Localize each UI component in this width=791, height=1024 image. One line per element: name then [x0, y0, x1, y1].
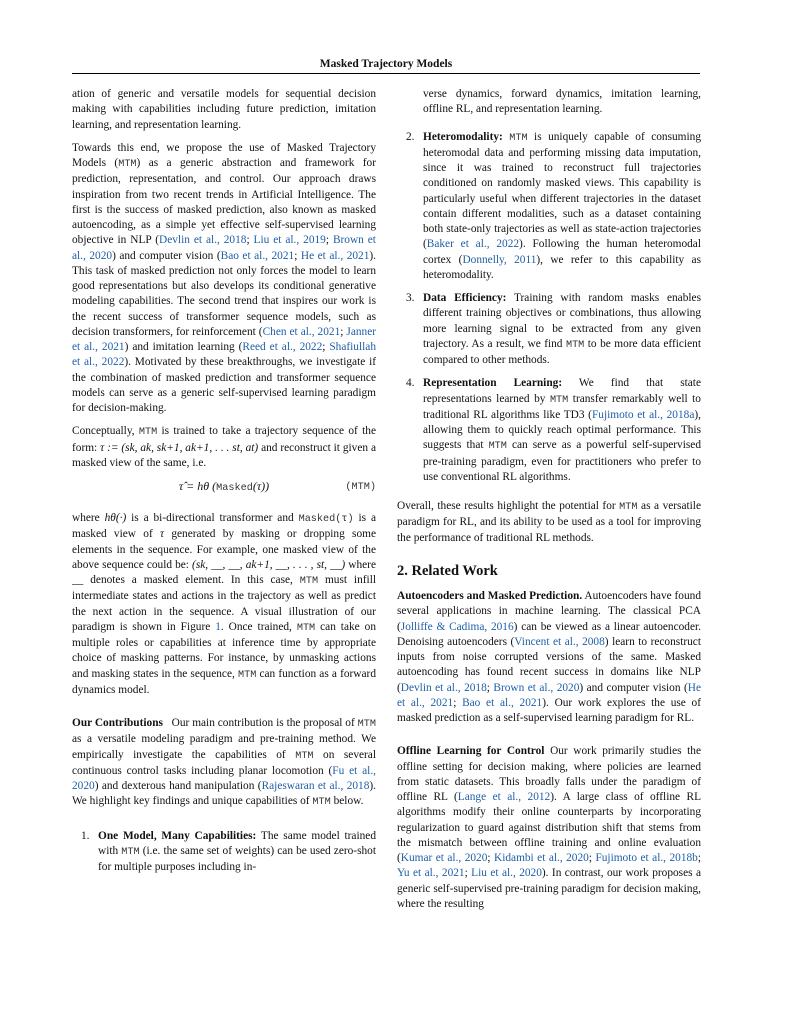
- citation-link[interactable]: Kumar et al., 2020: [400, 852, 488, 864]
- citation-link[interactable]: Yu et al., 2021: [397, 867, 465, 880]
- citation-link[interactable]: Chen et al., 2021: [262, 325, 341, 338]
- citation-link[interactable]: Shafiullah et al., 2022: [72, 341, 376, 369]
- citation-link[interactable]: Janner et al., 2021: [72, 325, 377, 353]
- citation-link[interactable]: Fujimoto et al., 2018b: [595, 852, 698, 864]
- list-item: 1. One Model, Many Capabilities: The same model trained with MTM (i.e. the same set of weights) can be used zero-shot for multiple purposes including in-: [81, 829, 377, 873]
- citation-link[interactable]: Brown et al., 2020: [72, 234, 376, 262]
- paragraph-overall: Overall, these results highlight the potential for MTM as a versatile paradigm for RL, and its ability to be used as a tool for improving the performance of traditional RL methods.: [397, 500, 701, 544]
- citation-link[interactable]: Donnelly, 2011: [462, 253, 537, 266]
- equation-tag: (MTM): [345, 482, 376, 493]
- equation-mtm: τ̂ = hθ (Masked(τ)) (MTM): [178, 479, 376, 494]
- list-item: verse dynamics, forward dynamics, imitation learning, offline RL, and representation learning.: [423, 88, 701, 116]
- figure-link[interactable]: 1: [215, 620, 221, 633]
- citation-link[interactable]: Liu et al., 2020: [471, 867, 542, 880]
- citation-link[interactable]: He et al., 2021: [300, 249, 370, 262]
- citation-link[interactable]: Jolliffe & Cadima, 2016: [400, 620, 514, 633]
- paragraph-conceptually: Conceptually, MTM is trained to take a trajectory sequence of the form: τ := (sk, ak, sk+1, ak+1, . . . st, at) and reconstruct it given a masked view of the same, i.e.: [72, 425, 376, 469]
- contributions-list-continued: [397, 87, 701, 485]
- citation-link[interactable]: Lange et al., 2012: [457, 791, 551, 803]
- citation-link[interactable]: Bao et al., 2021: [462, 696, 543, 709]
- list-item: 4. Representation Learning: We find that state representations learned by MTM transfer remarkably well to traditional RL algorithms like TD3 (Fujimoto et al., 2018a), allowing them to quickly reach optimal performance. This suggests that MTM can serve as a powerful self-supervised pre-training paradigm, even for practitioners who prefer to use conventional RL algorithms.: [406, 377, 701, 483]
- right-column: [397, 87, 701, 920]
- citation-link[interactable]: Fu et al., 2020: [72, 764, 377, 792]
- citation-link[interactable]: Brown et al., 2020: [493, 681, 580, 694]
- citation-link[interactable]: Rajeswaran et al., 2018: [261, 780, 370, 792]
- citation-link[interactable]: Bao et al., 2021: [220, 249, 295, 262]
- list-item: 2. Heteromodality: MTM is uniquely capable of consuming heteromodal data and performing missing data imputation, since it was trained to reconstruct full trajectories conditioned on randomly masked views. This capability is particularly useful when different trajectories in the dataset contain different modalities, such as a dataset containing both state-only trajectories as well as state-action trajectories (Baker et al., 2022). Following the human heteromodal cortex (Donnelly, 2011), we refer to this capability as heteromodality.: [406, 130, 701, 281]
- paragraph-intro-end: ation of generic and versatile models for sequential decision making with capabilities including future prediction, imitation learning, and representation learning.: [72, 88, 376, 131]
- paragraph-contributions: Our Contributions Our main contribution is the proposal of MTM as a versatile modeling paradigm and pre-training method. We empirically investigate the capabilities of MTM on several continuous control tasks including planar locomotion (Fu et al., 2020) and dexterous hand manipulation (Rajeswaran et al., 2018). We highlight key findings and unique capabilities of MTM below.: [72, 717, 377, 809]
- citation-link[interactable]: Devlin et al., 2018: [400, 681, 487, 694]
- citation-link[interactable]: Fujimoto et al., 2018a: [591, 408, 695, 421]
- citation-link[interactable]: Reed et al., 2022: [242, 341, 323, 353]
- paragraph-autoencoders: Autoencoders and Masked Prediction. Autoencoders have found several applications in machine learning. The classical PCA (Jolliffe & Cadima, 2016) can be viewed as a linear autoencoder. Denoising autoencoders (Vincent et al., 2008) learn to reconstruct inputs from noise corrupted versions of the same. Masked autoencoding has found recent success in domains like NLP (Devlin et al., 2018; Brown et al., 2020) and computer vision (He et al., 2021; Bao et al., 2021). Our work explores the use of masked prediction as a self-supervised learning paradigm for RL.: [397, 590, 701, 724]
- citation-link[interactable]: Baker et al., 2022: [426, 238, 520, 251]
- paragraph-masked-view: where hθ(·) is a bi-directional transformer and Masked(τ) is a masked view of τ generated by masking or dropping some elements in the sequence. For example, one masked view of the above sequence could be: (sk, __, __, ak+1, __, . . . , st, __) where __ denotes a masked element. In this case, MTM must infill intermediate states and actions in the trajectory as well as predict the next action in the sequence. A visual illustration of our paradigm is shown in Figure 1. Once trained, MTM can take on multiple roles or capabilities at inference time by appropriate choice of masking patterns. For instance, by unmasking actions and masking states in the sequence, MTM can function as a forward dynamics model.: [72, 512, 376, 696]
- citation-link[interactable]: Devlin et al., 2018: [159, 234, 247, 247]
- citation-link[interactable]: Kidambi et al., 2020: [494, 852, 589, 864]
- contributions-heading: Our Contributions: [72, 717, 163, 729]
- list-item: 3. Data Efficiency: Training with random masks enables different training objectives or combinations, thus allowing more learning signal to be extracted from any given trajectory. As a result, we find MTM to be more data efficient compared to other methods.: [406, 292, 701, 366]
- header-rule: [72, 73, 700, 74]
- left-column: [72, 87, 376, 883]
- contributions-list: [72, 829, 376, 876]
- paragraph-proposal: Towards this end, we propose the use of Masked Trajectory Models (MTM) as a generic abstraction and framework for prediction, representation, and control. Our approach draws inspiration from two recent trends in Artificial Intelligence. The first is the success of masked prediction, also known as masked autoencoding, as a simple yet effective self-supervised learning objective in NLP (Devlin et al., 2018; Liu et al., 2019; Brown et al., 2020) and computer vision (Bao et al., 2021; He et al., 2021). This task of masked prediction not only forces the model to learn good representations but also develops its conditional generative modeling capabilities. The second trend that inspires our work is the recent success of transformer sequence models, such as decision transformers, for reinforcement (Chen et al., 2021; Janner et al., 2021) and imitation learning (Reed et al., 2022; Shafiullah et al., 2022). Motivated by these breakthroughs, we investigate if the combination of masked prediction and transformer sequence models can serve as a generic self-supervised learning paradigm for decision-making.: [72, 141, 377, 414]
- citation-link[interactable]: He et al., 2021: [397, 681, 701, 709]
- citation-link[interactable]: Vincent et al., 2008: [514, 635, 605, 648]
- running-header: Masked Trajectory Models: [319, 58, 453, 70]
- citation-link[interactable]: Liu et al., 2019: [253, 234, 326, 247]
- paragraph-offline-learning: Offline Learning for Control Our work primarily studies the offline setting for decision making, where policies are learned from static datasets. This broadly falls under the paradigm of offline RL (Lange et al., 2012). A large class of offline RL algorithms modify their online counterparts by incorporating regularization to guard against distribution shift that stems from the mismatch between offline training and online evaluation (Kumar et al., 2020; Kidambi et al., 2020; Fujimoto et al., 2018b; Yu et al., 2021; Liu et al., 2020). In contrast, our work proposes a generic self-supervised pre-training paradigm for decision making, where the resulting: [397, 745, 702, 910]
- section-heading-related-work: 2. Related Work: [397, 562, 498, 579]
